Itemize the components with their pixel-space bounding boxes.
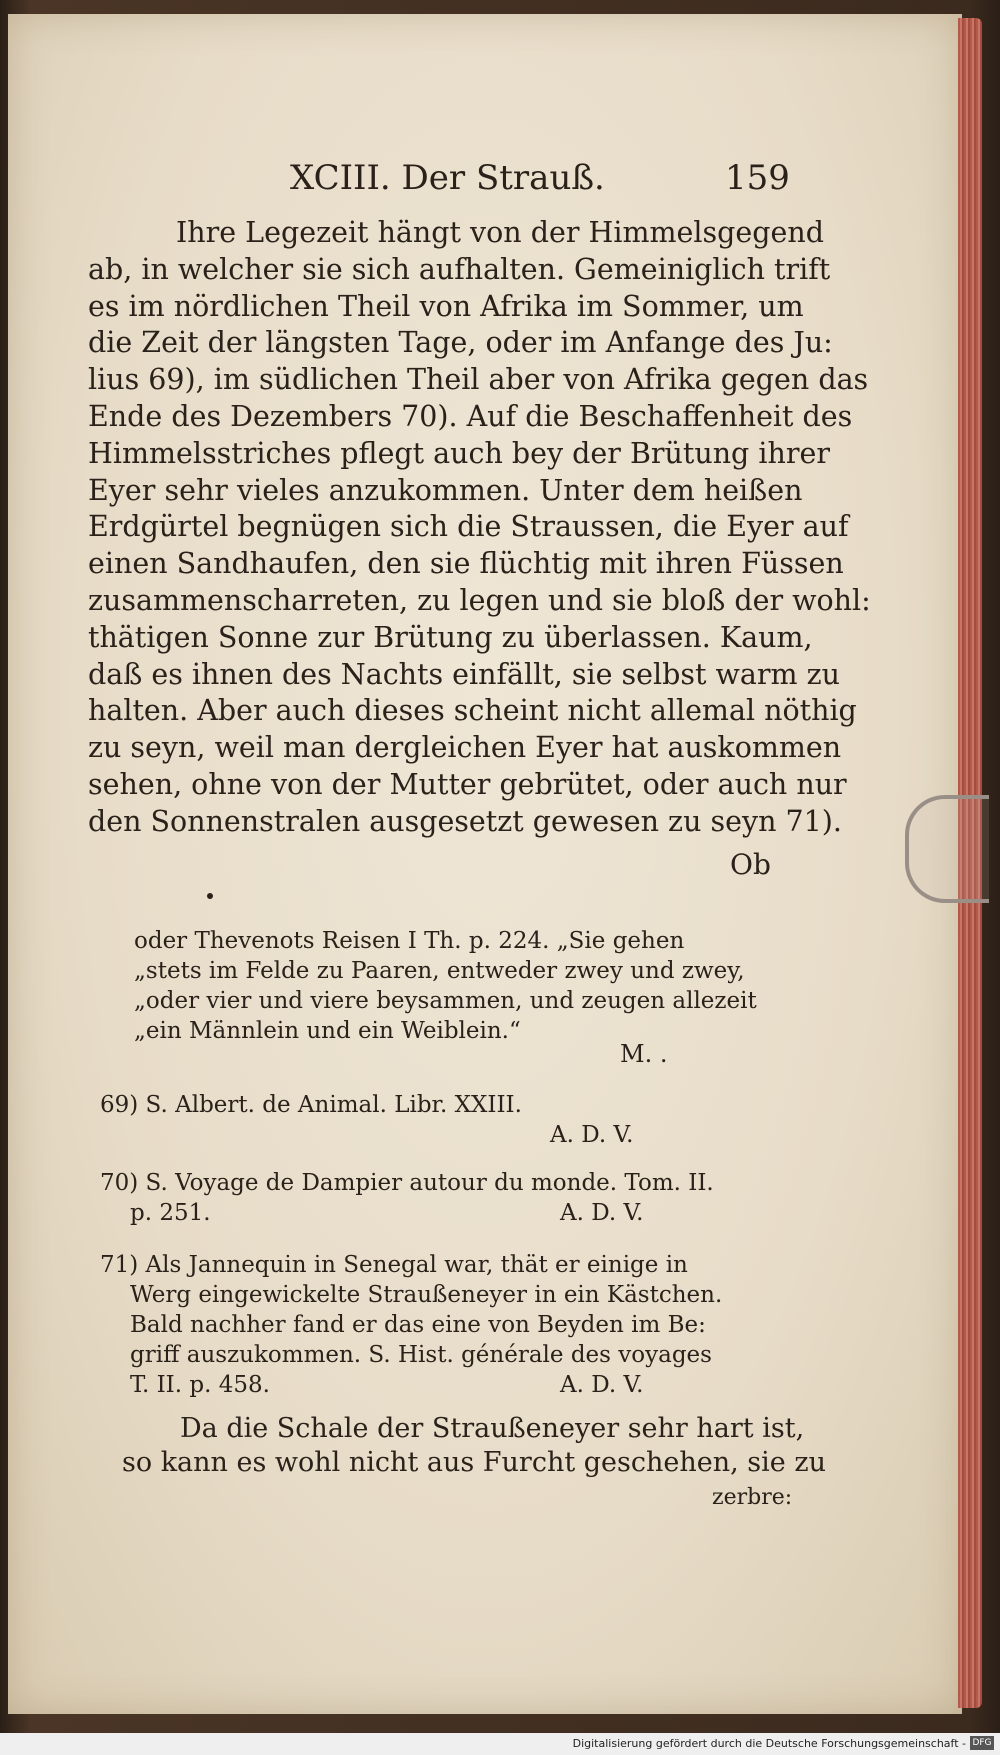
text-line: Da die Schale der Straußeneyer sehr hart ist, xyxy=(180,1413,805,1444)
footnote-line: „stets im Felde zu Paaren, entweder zwey und zwey, xyxy=(134,958,745,984)
text-line: halten. Aber auch dieses scheint nicht allemal nöthig xyxy=(88,694,857,728)
text-line: zusammenscharreten, zu legen und sie bloß der wohl: xyxy=(88,583,871,617)
text-line: die Zeit der längsten Tage, oder im Anfange des Ju: xyxy=(88,326,833,360)
footnote-line: T. II. p. 458. xyxy=(130,1372,270,1398)
text-line: zu seyn, weil man dergleichen Eyer hat auskommen xyxy=(88,731,842,765)
chapter-title: XCIII. Der Strauß. xyxy=(290,158,605,198)
ink-dot xyxy=(207,893,213,899)
catchword: Ob xyxy=(730,848,771,881)
text-line: den Sonnenstralen ausgesetzt gewesen zu seyn 71). xyxy=(88,804,842,838)
footnote-line: 70) S. Voyage de Dampier autour du monde. Tom. II. xyxy=(100,1170,714,1196)
text-line: so kann es wohl nicht aus Furcht geschehen, sie zu xyxy=(122,1447,826,1478)
text-line: Himmelsstriches pflegt auch bey der Brütung ihrer xyxy=(88,436,830,470)
text-line: Erdgürtel begnügen sich die Straussen, die Eyer auf xyxy=(88,510,849,544)
dfg-logo-icon: DFG xyxy=(970,1736,994,1750)
text-line: es im nördlichen Theil von Afrika im Sommer, um xyxy=(88,289,804,323)
footnote-line: Werg eingewickelte Straußeneyer in ein Kästchen. xyxy=(130,1282,723,1308)
footnote-69 xyxy=(100,1090,633,1150)
text-line: Ende des Dezembers 70). Auf die Beschaffenheit des xyxy=(88,399,853,433)
continued-paragraph xyxy=(122,1412,826,1480)
digitization-footer xyxy=(0,1733,1000,1755)
text-line: Eyer sehr vieles anzukommen. Unter dem heißen xyxy=(88,473,803,507)
text-line: Ihre Legezeit hängt von der Himmelsgegend xyxy=(176,216,824,249)
footnote-line: oder Thevenots Reisen I Th. p. 224. „Sie gehen xyxy=(134,928,685,954)
footnote-line: 69) S. Albert. de Animal. Libr. XXIII. xyxy=(100,1092,522,1118)
catchword: zerbre: xyxy=(712,1485,793,1510)
footnote-signature: A. D. V. xyxy=(560,1200,644,1226)
text-line: thätigen Sonne zur Brütung zu überlassen. Kaum, xyxy=(88,620,813,654)
text-line: sehen, ohne von der Mutter gebrütet, oder auch nur xyxy=(88,767,847,801)
footnote-line: griff auszukommen. S. Hist. générale des voyages xyxy=(130,1342,712,1368)
text-line: lius 69), im südlichen Theil aber von Afrika gegen das xyxy=(88,363,869,397)
text-line: daß es ihnen des Nachts einfällt, sie selbst warm zu xyxy=(88,657,840,691)
footer-credit: Digitalisierung gefördert durch die Deutsche Forschungsgemeinschaft - xyxy=(572,1737,966,1750)
main-paragraph xyxy=(88,215,871,841)
footnote-70 xyxy=(100,1168,714,1228)
footnote-signature: M. . xyxy=(620,1040,668,1068)
footnote-line: „oder vier und viere beysammen, und zeugen allezeit xyxy=(134,988,757,1014)
footnote-signature: A. D. V. xyxy=(550,1122,634,1148)
footnote-line: „ein Männlein und ein Weiblein.“ xyxy=(134,1018,521,1044)
footnote-signature: A. D. V. xyxy=(560,1372,644,1398)
page-number: 159 xyxy=(725,158,790,198)
footnote-quote xyxy=(134,926,784,1046)
page-clip xyxy=(905,795,989,903)
footnote-71 xyxy=(100,1250,722,1400)
text-line: ab, in welcher sie sich aufhalten. Gemeiniglich trift xyxy=(88,252,831,286)
text-line: einen Sandhaufen, den sie flüchtig mit ihren Füssen xyxy=(88,547,844,581)
footnote-line: Bald nachher fand er das eine von Beyden im Be: xyxy=(130,1312,706,1338)
footnote-line: 71) Als Jannequin in Senegal war, thät er einige in xyxy=(100,1252,688,1278)
footnote-line: p. 251. xyxy=(130,1200,211,1226)
